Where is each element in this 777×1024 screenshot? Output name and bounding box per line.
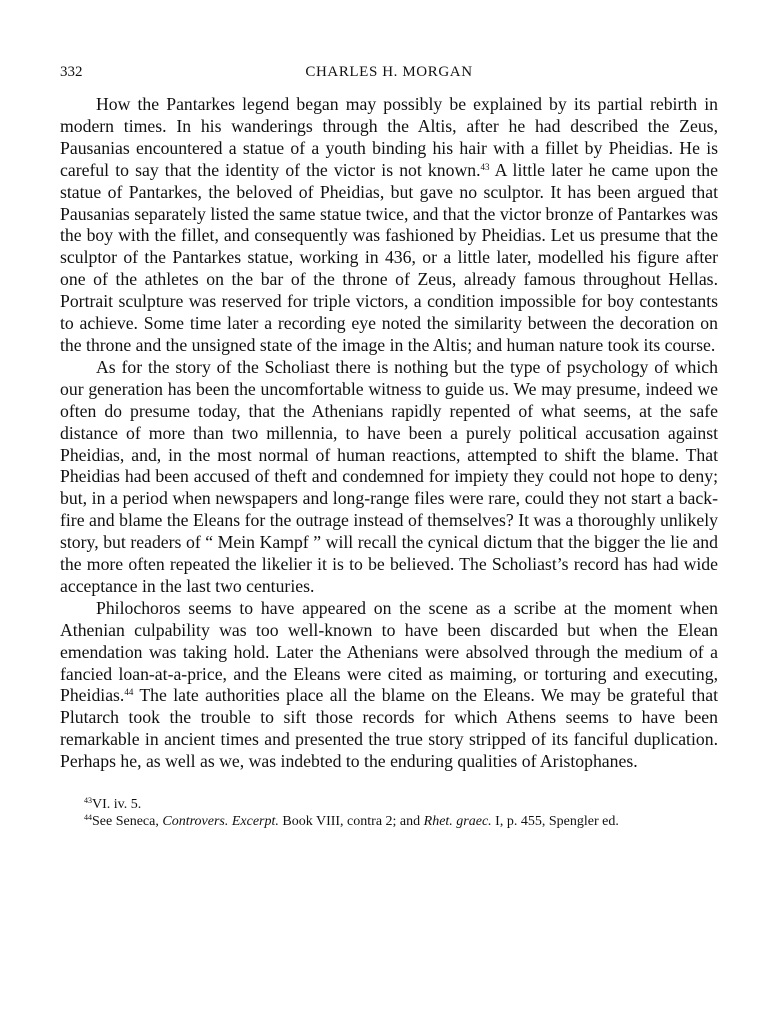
body-text <box>60 94 718 773</box>
paragraph-text: Philochoros seems to have appeared on the scene as a scribe at the moment when Athenian culpability was too well-known to have been discarded but when the Elean emendation was taking hold. Later the Athenians were absolved through the medium of a fancied loan-at-a-price, and the Eleans were cited as maiming, or torturing and executing, Pheidias. <box>60 597 718 706</box>
footnote-number: 43 <box>84 796 92 806</box>
footnote-number: 44 <box>84 813 92 823</box>
footnote-43 <box>60 796 718 813</box>
footnote-ref-43[interactable]: 43 <box>480 161 490 172</box>
paragraph-2 <box>60 357 718 598</box>
footnote-text: I, p. 455, Spengler ed. <box>491 814 619 830</box>
paragraph-text: The late authorities place all the blame on the Eleans. We may be grateful that Plutarch took the trouble to sift those records for which Athens seems to have been remarkable in ancient times and presented the true story stripped of its fanciful duplication. Perhaps he, as well as we, was indebted to the enduring qualities of Aristophanes. <box>60 685 718 772</box>
footnote-text: Book VIII, contra 2; and <box>278 814 424 830</box>
paragraph-text: How the Pantarkes legend began may possibly be explained by its partial rebirth in modern times. In his wanderings through the Altis, after he had described the Zeus, Pausanias encountered a statue of a youth binding his hair with a fillet by Pheidias. He is careful to say that the identity of the victor is not known. <box>60 94 718 180</box>
footnote-title-italic: Rhet. graec. <box>423 814 492 830</box>
footnote-title-italic: Controvers. Excerpt. <box>162 814 279 830</box>
document-page <box>60 60 718 830</box>
footnotes <box>60 796 718 830</box>
footnote-44 <box>60 813 718 830</box>
footnote-text: VI. iv. 5. <box>92 797 142 813</box>
paragraph-text: A little later he came upon the statue of Pantarkes, the beloved of Pheidias, but gave no sculptor. It has been argued that Pausanias separately listed the same statue twice, and that the victor bronze of Pantarkes was the boy with the fillet, and consequently was fashioned by Pheidias. Let us presume that the sculptor of the Pantarkes statue, working in 436, or a little later, modelled his figure after one of the athletes on the bar of the throne of Zeus, already famous throughout Hellas. Portrait sculpture was reserved for triple victors, a condition impossible for boy contestants to achieve. Some time later a recording eye noted the similarity between the decoration on the throne and the unsigned state of the image in the Altis; and human nature took its course. <box>60 159 718 355</box>
paragraph-3 <box>60 598 718 773</box>
page-number: 332 <box>60 64 83 80</box>
paragraph-1 <box>60 94 718 357</box>
footnote-ref-44[interactable]: 44 <box>124 687 134 698</box>
running-head <box>60 60 718 88</box>
paragraph-text: As for the story of the Scholiast there is nothing but the type of psychology of which our generation has been the uncomfortable witness to guide us. We may presume, indeed we often do presume today, that the Athenians rapidly repented of what seems, at the safe distance of more than two millennia, to have been a purely political accusation against Pheidias, and, in the most normal of human reactions, attempted to shift the blame. That Pheidias had been accused of theft and condemned for impiety they could not hope to deny; but, in a period when newspapers and long-range files were rare, could they not start a back-fire and blame the Eleans for the outrage instead of themselves? It was a thoroughly unlikely story, but readers of “ Mein Kampf ” will recall the cynical dictum that the bigger the lie and the more often repeated the likelier it is to be believed. The Scholiast’s record has had wide acceptance in the last two centuries. <box>60 356 718 596</box>
footnote-text: See Seneca, <box>92 814 163 830</box>
running-title: CHARLES H. MORGAN <box>305 64 473 80</box>
